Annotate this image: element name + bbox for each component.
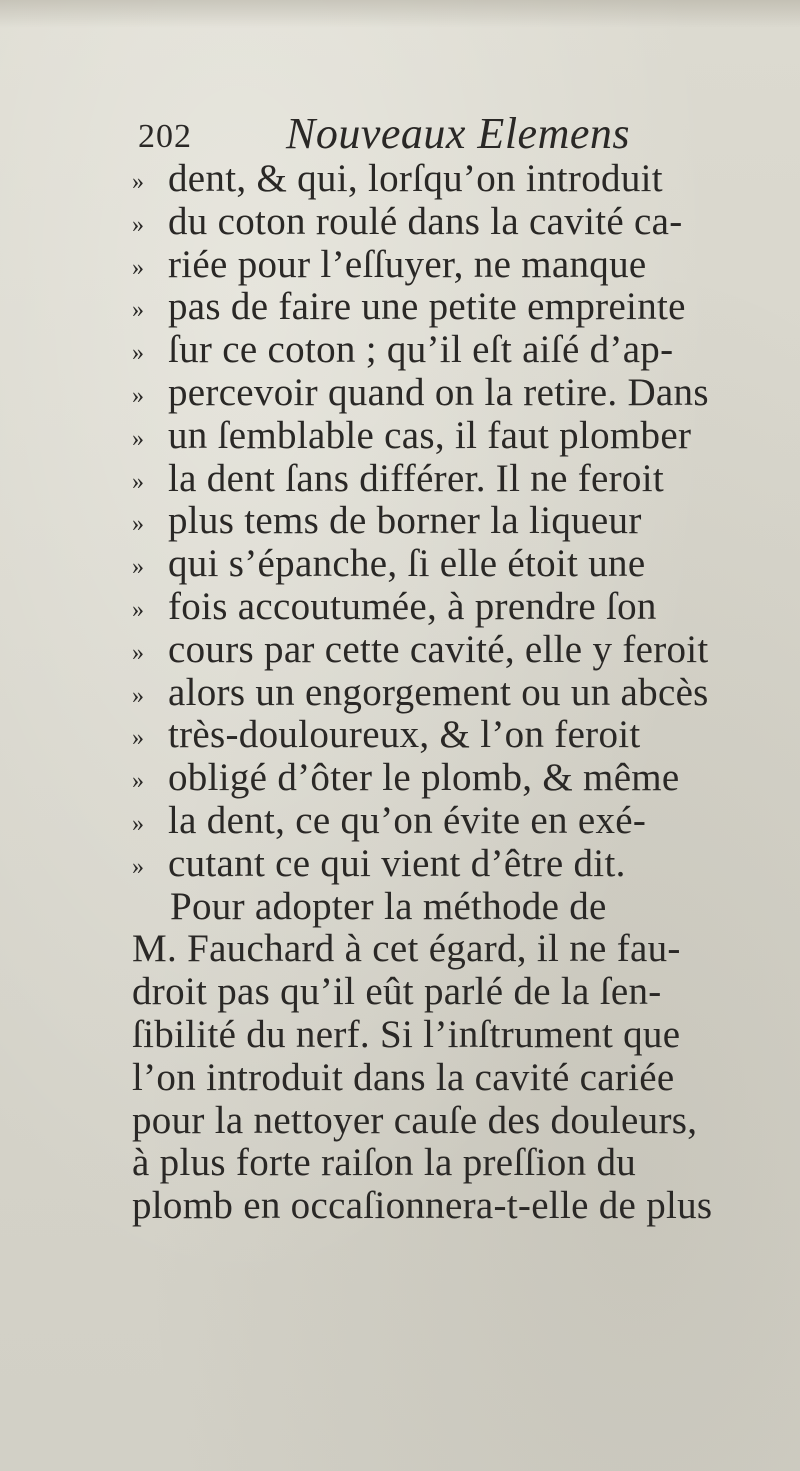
- quoted-line: [132, 757, 772, 800]
- quoted-line: [132, 629, 772, 672]
- quote-mark: »: [132, 211, 145, 238]
- body-text: [132, 158, 772, 1228]
- quote-mark: »: [132, 596, 145, 623]
- line-text: alors un engorgement ou un abcès: [168, 670, 709, 714]
- line-text: très-douloureux, & l’on feroit: [168, 713, 641, 757]
- quote-mark: »: [132, 425, 145, 452]
- quote-mark: »: [132, 853, 145, 880]
- quoted-line: [132, 543, 772, 586]
- paragraph-line: à plus forte raiſon la preſſion du: [132, 1141, 637, 1185]
- line-text: plus tems de borner la liqueur: [168, 499, 642, 543]
- quoted-line: [132, 286, 772, 329]
- paragraph-line: pour la nettoyer cauſe des douleurs,: [132, 1098, 698, 1142]
- paragraph-line: M. Fauchard à cet égard, il ne fau-: [132, 927, 681, 971]
- quoted-line: [132, 714, 772, 757]
- quoted-line: [132, 329, 772, 372]
- quote-mark: »: [132, 297, 145, 324]
- quoted-line: [132, 158, 772, 201]
- quote-mark: »: [132, 254, 145, 281]
- running-title: Nouveaux Elemens: [286, 109, 630, 158]
- quoted-line: [132, 415, 772, 458]
- quoted-line: [132, 843, 772, 886]
- page-edge-shadow: [0, 0, 800, 28]
- quote-mark: »: [132, 639, 145, 666]
- line-text: cutant ce qui vient d’être dit.: [168, 841, 626, 885]
- quoted-line: [132, 500, 772, 543]
- quoted-line: [132, 800, 772, 843]
- line-text: pas de faire une petite empreinte: [168, 285, 686, 329]
- quote-mark: »: [132, 682, 145, 709]
- line-text: obligé d’ôter le plomb, & même: [168, 756, 680, 800]
- line-text: dent, & qui, lorſqu’on introduit: [168, 157, 663, 200]
- line-text: percevoir quand on la retire. Dans: [168, 370, 709, 414]
- quoted-line: [132, 244, 772, 287]
- paragraph-line: ſibilité du nerf. Si l’inſtrument que: [132, 1012, 681, 1056]
- quote-mark: »: [132, 340, 145, 367]
- paragraph-line: Pour adopter la méthode de: [170, 884, 607, 928]
- quote-mark: »: [132, 169, 145, 195]
- line-text: la dent, ce qu’on évite en exé-: [168, 798, 647, 842]
- quoted-line: [132, 586, 772, 629]
- quote-mark: »: [132, 382, 145, 409]
- line-text: la dent ſans différer. Il ne feroit: [168, 456, 665, 500]
- paragraph-line: l’on introduit dans la cavité cariée: [132, 1055, 675, 1099]
- line-text: du coton roulé dans la cavité ca-: [168, 199, 683, 243]
- quote-mark: »: [132, 554, 145, 581]
- quote-mark: »: [132, 468, 145, 495]
- quote-mark: »: [132, 511, 145, 538]
- paragraph-line: plomb en occaſionnera-t-elle de plus: [132, 1184, 713, 1228]
- line-text: qui s’épanche, ſi elle étoit une: [168, 542, 646, 586]
- quoted-line: [132, 372, 772, 415]
- page-number: 202: [138, 118, 192, 155]
- line-text: ſur ce coton ; qu’il eſt aiſé d’ap-: [168, 328, 674, 372]
- quote-mark: »: [132, 810, 145, 837]
- quoted-line: [132, 458, 772, 501]
- line-text: riée pour l’eſſuyer, ne manque: [168, 242, 647, 286]
- quoted-line: [132, 672, 772, 715]
- quote-mark: »: [132, 768, 145, 795]
- quote-mark: »: [132, 725, 145, 752]
- page-header: [138, 108, 738, 164]
- line-text: fois accoutumée, à prendre ſon: [168, 584, 657, 628]
- quoted-line: [132, 201, 772, 244]
- paragraph-line: droit pas qu’il eût parlé de la ſen-: [132, 970, 662, 1014]
- line-text: un ſemblable cas, il faut plomber: [168, 413, 692, 457]
- line-text: cours par cette cavité, elle y feroit: [168, 627, 709, 671]
